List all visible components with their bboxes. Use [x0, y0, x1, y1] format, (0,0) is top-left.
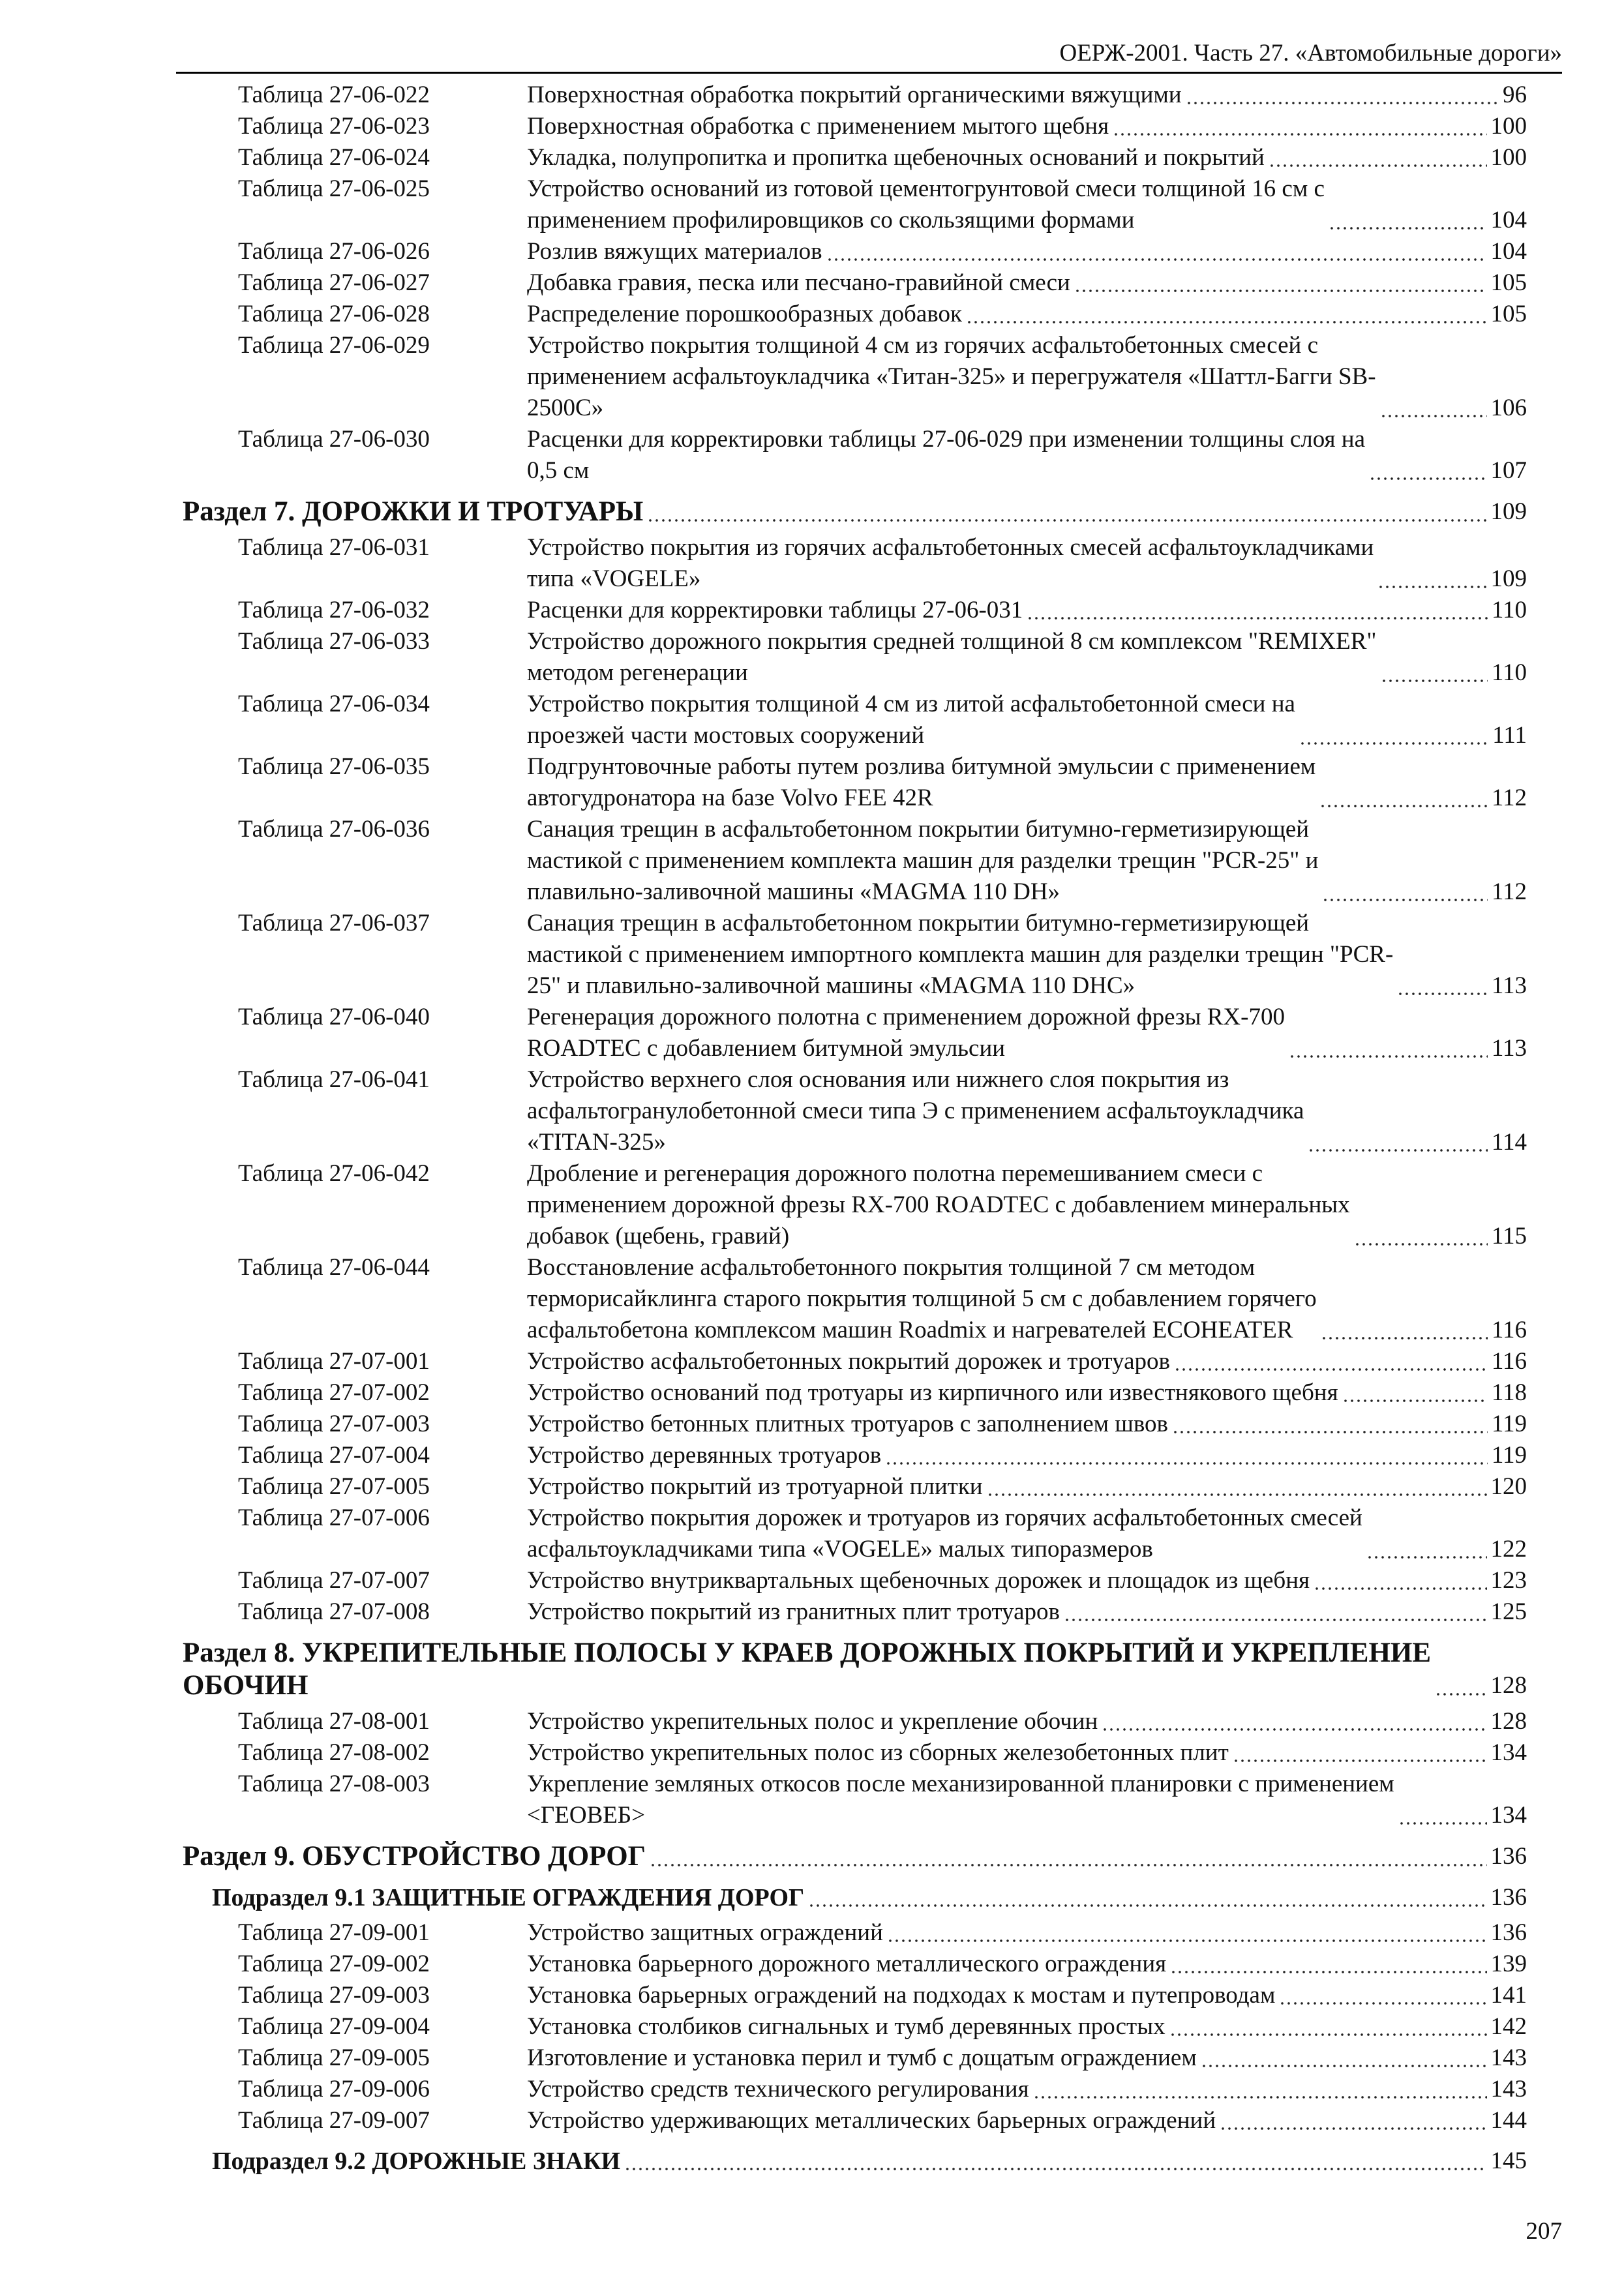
dot-leader — [647, 498, 1486, 523]
toc-page-number: 116 — [1491, 1317, 1527, 1343]
toc-page-number: 141 — [1490, 1982, 1527, 2009]
toc-line — [183, 1840, 1527, 1873]
toc-page-number: 107 — [1490, 457, 1527, 484]
toc-page-number: 125 — [1490, 1598, 1527, 1625]
toc-page-number: 105 — [1490, 301, 1527, 327]
toc-page-number: 113 — [1491, 1035, 1527, 1062]
dot-leader — [1299, 725, 1488, 746]
toc-entry-title: Розлив вяжущих материалов — [527, 238, 822, 265]
dot-leader — [1170, 1953, 1486, 1975]
toc-line — [527, 330, 1527, 424]
toc-section-heading — [0, 496, 1624, 528]
toc-page-number: 105 — [1490, 269, 1527, 296]
toc-subsection-heading — [0, 1882, 1624, 1913]
toc-entry — [0, 814, 1624, 908]
toc-entry-title: Устройство укрепительных полос и укрепление обочин — [527, 1708, 1098, 1735]
dot-leader — [1279, 1984, 1486, 2006]
toc-entry-code: Таблица 27-07-005 — [238, 1473, 430, 1500]
toc-entry-title: Устройство покрытия дорожек и тротуаров из горячих асфальтобетонных смесей асфальтоукладчиками типа «VOGELE» малых типоразмеров — [527, 1504, 1362, 1563]
toc-line — [183, 496, 1527, 528]
toc-line — [527, 1949, 1527, 1980]
dot-leader — [1033, 2078, 1487, 2100]
dot-leader — [1398, 1804, 1487, 1826]
toc-entry-title: Укрепление земляных откосов после механизированной планировки с применением <ГЕОВЕБ> — [527, 1771, 1394, 1829]
toc-entry — [0, 1917, 1624, 1949]
toc-entry-title: Устройство защитных ограждений — [527, 1919, 883, 1946]
toc-line — [527, 1440, 1527, 1471]
toc-line — [527, 751, 1527, 814]
toc-entry-code: Таблица 27-06-036 — [238, 816, 430, 843]
toc-page-number: 110 — [1491, 597, 1527, 623]
toc-line — [527, 1377, 1527, 1409]
toc-entry — [0, 2074, 1624, 2105]
toc-entry-title: Устройство бетонных плитных тротуаров с заполнением швов — [527, 1411, 1169, 1437]
toc-entry — [0, 1769, 1624, 1831]
dot-leader — [1169, 2016, 1487, 2037]
dot-leader — [987, 1476, 1487, 1497]
dot-leader — [650, 1842, 1486, 1868]
toc-line — [212, 1882, 1527, 1913]
toc-entry-title: Санация трещин в асфальтобетонном покрытии битумно-герметизирующей мастикой с применением комплекта машин для разделки трещин "PCR-25" и плавильно-заливочной машины «MAGMA 110 DH» — [527, 816, 1319, 905]
toc-entry-title: Дробление и регенерация дорожного полотна перемешиванием смеси с применением дорожной фрезы RX-700 ROADTEC с добавлением минеральных добавок (щебень, гравий) — [527, 1160, 1350, 1249]
toc-line — [527, 236, 1527, 267]
toc-entry — [0, 424, 1624, 486]
toc-line — [527, 532, 1527, 595]
toc-entry-code: Таблица 27-06-040 — [238, 1004, 430, 1030]
toc-entry-title: Устройство покрытия толщиной 4 см из горячих асфальтобетонных смесей с применением асфальтоукладчика «Титан-325» и перегружателя «Шаттл-Багги SB- 2500С» — [527, 332, 1376, 421]
toc-entry-code: Таблица 27-06-023 — [238, 113, 430, 140]
toc-entry-title: Восстановление асфальтобетонного покрытия толщиной 7 см методом терморисайклинга старого покрытия толщиной 5 см с добавлением горячего асфальтобетона комплексом машин Roadmix и нагревателей ECOHEATER — [527, 1254, 1317, 1343]
toc-entry — [0, 1409, 1624, 1440]
toc-entry-code: Таблица 27-06-042 — [238, 1160, 430, 1187]
toc-entry — [0, 267, 1624, 299]
dot-leader — [1174, 1351, 1488, 1372]
toc-entry-title: Устройство покрытий из тротуарной плитки — [527, 1473, 983, 1500]
toc-line — [527, 2074, 1527, 2105]
toc-entry-title: Подгрунтовочные работы путем розлива битумной эмульсии с применением автогудронатора на базе Volvo FEE 42R — [527, 753, 1316, 811]
dot-leader — [1113, 115, 1486, 137]
toc-entry — [0, 1980, 1624, 2011]
toc-page-number: 116 — [1491, 1348, 1527, 1375]
dot-leader — [1321, 1319, 1488, 1341]
dot-leader — [1435, 1671, 1486, 1697]
toc-entry-code: Таблица 27-06-033 — [238, 628, 430, 655]
toc-entry-code: Таблица 27-06-026 — [238, 238, 430, 265]
toc-line — [527, 595, 1527, 626]
toc-page-number: 100 — [1490, 113, 1527, 140]
toc-page-number: 134 — [1490, 1802, 1527, 1829]
toc-page-number: 118 — [1491, 1379, 1527, 1406]
toc-page-number: 96 — [1503, 82, 1527, 108]
toc-page-number: 120 — [1490, 1473, 1527, 1500]
toc-page-number: 139 — [1490, 1951, 1527, 1977]
toc-page-number: 113 — [1491, 972, 1527, 999]
toc-page-number: 136 — [1490, 1843, 1527, 1870]
toc-entry — [0, 1002, 1624, 1064]
toc-page-number: 134 — [1490, 1739, 1527, 1766]
toc-entry — [0, 2105, 1624, 2136]
toc-entry — [0, 1064, 1624, 1158]
toc-line — [212, 2146, 1527, 2177]
toc-line — [527, 1596, 1527, 1628]
toc-entry-title: Установка барьерных ограждений на подходах к мостам и путепроводам — [527, 1982, 1276, 2009]
toc-entry-code: Таблица 27-09-007 — [238, 2107, 430, 2134]
toc-line — [527, 267, 1527, 299]
dot-leader — [1381, 662, 1488, 683]
toc-page-number: 115 — [1491, 1223, 1527, 1249]
dot-leader — [1397, 975, 1488, 996]
toc-entry — [0, 1440, 1624, 1471]
toc-page-number: 122 — [1490, 1536, 1527, 1563]
toc-line — [527, 2042, 1527, 2074]
toc-entry-code: Таблица 27-06-035 — [238, 753, 430, 780]
toc-entry-title: Устройство оснований под тротуары из кирпичного или известнякового щебня — [527, 1379, 1338, 1406]
toc-entry-code: Таблица 27-06-032 — [238, 597, 430, 623]
toc-entry-code: Таблица 27-07-004 — [238, 1442, 430, 1469]
toc-entry — [0, 1252, 1624, 1346]
toc-page-number: 145 — [1490, 2147, 1527, 2174]
dot-leader — [1377, 568, 1486, 590]
toc-page-number: 112 — [1491, 785, 1527, 811]
toc-entry-title: Устройство укрепительных полос из сборных железобетонных плит — [527, 1739, 1229, 1766]
toc-page-number: 128 — [1490, 1708, 1527, 1735]
toc-entry-code: Таблица 27-09-004 — [238, 2013, 430, 2040]
toc-entry — [0, 142, 1624, 173]
toc-heading-title: Раздел 8. УКРЕПИТЕЛЬНЫЕ ПОЛОСЫ У КРАЕВ ДОРОЖНЫХ ПОКРЫТИЙ И УКРЕПЛЕНИЕ ОБОЧИН — [183, 1638, 1432, 1701]
toc-entry — [0, 111, 1624, 142]
toc-line — [527, 1917, 1527, 1949]
toc-entry-title: Устройство верхнего слоя основания или нижнего слоя покрытия из асфальтогранулобетонной смеси типа Э с применением асфальтоукладчика «TITAN-325» — [527, 1066, 1304, 1156]
dot-leader — [1329, 209, 1487, 231]
table-of-contents — [0, 80, 1624, 2181]
toc-entry-title: Санация трещин в асфальтобетонном покрытии битумно-герметизирующей мастикой с применением импортного комплекта машин для разделки трещин "PCR- 25" и плавильно-заливочной машины «MAGMA 110 DHC» — [527, 910, 1394, 999]
toc-line — [527, 1471, 1527, 1503]
toc-line — [527, 1706, 1527, 1737]
dot-leader — [1064, 1601, 1487, 1623]
toc-entry-title: Устройство дорожного покрытия средней толщиной 8 см комплексом "REMIXER" методом регенерации — [527, 628, 1377, 686]
toc-entry — [0, 751, 1624, 814]
toc-entry-title: Устройство покрытия из горячих асфальтобетонных смесей асфальтоукладчиками типа «VOGELE» — [527, 534, 1374, 592]
toc-line — [527, 908, 1527, 1002]
toc-entry-title: Устройство деревянных тротуаров — [527, 1442, 882, 1469]
dot-leader — [1322, 881, 1487, 903]
toc-page-number: 112 — [1491, 878, 1527, 905]
toc-entry-code: Таблица 27-06-044 — [238, 1254, 430, 1281]
dot-leader — [1233, 1742, 1487, 1763]
toc-entry-title: Расценки для корректировки таблицы 27-06-029 при изменении толщины слоя на 0,5 см — [527, 426, 1366, 484]
toc-entry — [0, 1471, 1624, 1503]
toc-entry-title: Укладка, полупропитка и пропитка щебеночных оснований и покрытий — [527, 144, 1265, 171]
toc-line — [527, 1252, 1527, 1346]
toc-line — [527, 1769, 1527, 1831]
toc-entry — [0, 299, 1624, 330]
toc-page-number: 104 — [1490, 238, 1527, 265]
toc-entry-code: Таблица 27-07-006 — [238, 1504, 430, 1531]
toc-entry-code: Таблица 27-06-028 — [238, 301, 430, 327]
toc-page-number: 143 — [1490, 2076, 1527, 2102]
toc-page-number: 144 — [1490, 2107, 1527, 2134]
toc-entry — [0, 1503, 1624, 1565]
dot-leader — [1366, 1538, 1487, 1560]
toc-section-heading — [0, 1840, 1624, 1873]
toc-entry — [0, 1158, 1624, 1252]
toc-entry — [0, 1377, 1624, 1409]
dot-leader — [966, 303, 1487, 325]
toc-page-number: 128 — [1490, 1672, 1527, 1699]
toc-entry-code: Таблица 27-06-037 — [238, 910, 430, 936]
toc-section-heading — [0, 1637, 1624, 1702]
toc-entry — [0, 2011, 1624, 2042]
toc-entry — [0, 2042, 1624, 2074]
toc-entry-code: Таблица 27-07-003 — [238, 1411, 430, 1437]
toc-line — [527, 1980, 1527, 2011]
toc-page-number: 136 — [1490, 1919, 1527, 1946]
toc-entry — [0, 532, 1624, 595]
dot-leader — [885, 1444, 1488, 1466]
toc-entry-title: Устройство покрытий из гранитных плит тротуаров — [527, 1598, 1060, 1625]
toc-entry — [0, 1565, 1624, 1596]
toc-entry-code: Таблица 27-07-002 — [238, 1379, 430, 1406]
toc-line — [527, 1409, 1527, 1440]
dot-leader — [1102, 1711, 1486, 1732]
toc-entry — [0, 1949, 1624, 1980]
toc-entry-code: Таблица 27-06-031 — [238, 534, 430, 561]
toc-entry-code: Таблица 27-09-005 — [238, 2044, 430, 2071]
toc-entry-code: Таблица 27-08-002 — [238, 1739, 430, 1766]
page-number: 207 — [1526, 2218, 1562, 2245]
toc-entry — [0, 1706, 1624, 1737]
toc-entry-code: Таблица 27-09-003 — [238, 1982, 430, 2009]
toc-line — [527, 299, 1527, 330]
toc-entry — [0, 626, 1624, 689]
toc-entry-code: Таблица 27-06-022 — [238, 82, 430, 108]
dot-leader — [1269, 147, 1487, 168]
toc-page-number: 109 — [1490, 565, 1527, 592]
toc-line — [527, 80, 1527, 111]
toc-line — [527, 814, 1527, 908]
toc-page-number: 119 — [1491, 1411, 1527, 1437]
toc-line — [527, 111, 1527, 142]
toc-page-number: 114 — [1491, 1129, 1527, 1156]
toc-page-number: 110 — [1491, 659, 1527, 686]
toc-entry — [0, 908, 1624, 1002]
dot-leader — [1314, 1570, 1486, 1591]
header-divider — [176, 72, 1562, 74]
toc-heading-title: Раздел 9. ОБУСТРОЙСТВО ДОРОГ — [183, 1841, 646, 1872]
toc-line — [527, 1503, 1527, 1565]
toc-entry-code: Таблица 27-07-008 — [238, 1598, 430, 1625]
toc-subsection-heading — [0, 2146, 1624, 2177]
toc-heading-title: Подраздел 9.2 ДОРОЖНЫЕ ЗНАКИ — [212, 2147, 621, 2175]
toc-entry — [0, 1346, 1624, 1377]
toc-line — [527, 1565, 1527, 1596]
toc-entry-title: Регенерация дорожного полотна с применением дорожной фрезы RX-700 ROADTEC с добавлением битумной эмульсии — [527, 1004, 1285, 1062]
toc-heading-title: Раздел 7. ДОРОЖКИ И ТРОТУАРЫ — [183, 496, 644, 527]
dot-leader — [1342, 1382, 1488, 1403]
toc-entry-title: Установка столбиков сигнальных и тумб деревянных простых — [527, 2013, 1165, 2040]
toc-entry — [0, 330, 1624, 424]
toc-line — [527, 1346, 1527, 1377]
toc-entry-title: Поверхностная обработка с применением мытого щебня — [527, 113, 1109, 140]
toc-line — [527, 1064, 1527, 1158]
toc-entry-title: Распределение порошкообразных добавок — [527, 301, 962, 327]
dot-leader — [1319, 787, 1488, 809]
dot-leader — [1289, 1038, 1488, 1059]
toc-entry-code: Таблица 27-06-029 — [238, 332, 430, 359]
toc-page-number: 109 — [1490, 498, 1527, 525]
dot-leader — [624, 2149, 1486, 2172]
toc-page-number: 136 — [1490, 1884, 1527, 1911]
toc-line — [183, 1637, 1527, 1702]
toc-entry — [0, 595, 1624, 626]
toc-page-number: 100 — [1490, 144, 1527, 171]
dot-leader — [1369, 460, 1486, 481]
toc-entry-title: Устройство удерживающих металлических барьерных ограждений — [527, 2107, 1216, 2134]
toc-entry-title: Устройство внутриквартальных щебеночных дорожек и площадок из щебня — [527, 1567, 1310, 1594]
toc-entry — [0, 236, 1624, 267]
toc-entry-code: Таблица 27-06-025 — [238, 175, 430, 202]
toc-entry-code: Таблица 27-07-007 — [238, 1567, 430, 1594]
running-header-title: ОЕРЖ-2001. Часть 27. «Автомобильные дороги» — [1059, 40, 1562, 67]
toc-entry-code: Таблица 27-06-024 — [238, 144, 430, 171]
toc-entry — [0, 1737, 1624, 1769]
toc-page-number: 119 — [1491, 1442, 1527, 1469]
toc-entry — [0, 173, 1624, 236]
toc-entry — [0, 1596, 1624, 1628]
toc-page-number: 106 — [1490, 395, 1527, 421]
toc-entry-code: Таблица 27-06-034 — [238, 691, 430, 717]
toc-entry — [0, 689, 1624, 751]
toc-entry-title: Устройство средств технического регулирования — [527, 2076, 1029, 2102]
toc-page-number: 143 — [1490, 2044, 1527, 2071]
dot-leader — [826, 241, 1487, 262]
dot-leader — [1380, 397, 1487, 419]
toc-entry-code: Таблица 27-07-001 — [238, 1348, 430, 1375]
toc-entry-title: Устройство покрытия толщиной 4 см из литой асфальтобетонной смеси на проезжей части мостовых сооружений — [527, 691, 1295, 749]
dot-leader — [887, 1922, 1487, 1943]
toc-line — [527, 173, 1527, 236]
toc-entry-title: Установка барьерного дорожного металлического ограждения — [527, 1951, 1167, 1977]
toc-entry-code: Таблица 27-06-027 — [238, 269, 430, 296]
dot-leader — [1186, 84, 1499, 106]
toc-entry-title: Устройство оснований из готовой цементогрунтовой смеси толщиной 16 см с применением профилировщиков со скользящими формами — [527, 175, 1325, 233]
dot-leader — [1172, 1413, 1488, 1435]
toc-entry-code: Таблица 27-09-001 — [238, 1919, 430, 1946]
toc-entry-title: Поверхностная обработка покрытий органическими вяжущими — [527, 82, 1182, 108]
toc-entry-title: Добавка гравия, песка или песчано-гравийной смеси — [527, 269, 1070, 296]
toc-entry-code: Таблица 27-06-041 — [238, 1066, 430, 1093]
toc-heading-title: Подраздел 9.1 ЗАЩИТНЫЕ ОГРАЖДЕНИЯ ДОРОГ — [212, 1884, 805, 1911]
toc-entry — [0, 80, 1624, 111]
dot-leader — [1027, 599, 1488, 621]
toc-line — [527, 424, 1527, 486]
toc-entry-code: Таблица 27-09-006 — [238, 2076, 430, 2102]
toc-line — [527, 1002, 1527, 1064]
toc-line — [527, 1158, 1527, 1252]
dot-leader — [1074, 272, 1487, 293]
dot-leader — [1354, 1225, 1488, 1247]
toc-entry-title: Расценки для корректировки таблицы 27-06-031 — [527, 597, 1023, 623]
toc-line — [527, 2105, 1527, 2136]
toc-entry-code: Таблица 27-06-030 — [238, 426, 430, 453]
dot-leader — [1220, 2110, 1486, 2131]
toc-line — [527, 2011, 1527, 2042]
toc-line — [527, 689, 1527, 751]
toc-page-number: 104 — [1490, 207, 1527, 233]
dot-leader — [1201, 2047, 1487, 2069]
toc-line — [527, 142, 1527, 173]
toc-entry-title: Устройство асфальтобетонных покрытий дорожек и тротуаров — [527, 1348, 1170, 1375]
toc-line — [527, 626, 1527, 689]
toc-page-number: 123 — [1490, 1567, 1527, 1594]
dot-leader — [808, 1886, 1486, 1908]
toc-line — [527, 1737, 1527, 1769]
dot-leader — [1308, 1131, 1487, 1153]
toc-entry-code: Таблица 27-08-003 — [238, 1771, 430, 1797]
toc-page-number: 111 — [1492, 722, 1527, 749]
toc-page-number: 142 — [1490, 2013, 1527, 2040]
toc-entry-title: Изготовление и установка перил и тумб с дощатым ограждением — [527, 2044, 1197, 2071]
toc-entry-code: Таблица 27-08-001 — [238, 1708, 430, 1735]
toc-entry-code: Таблица 27-09-002 — [238, 1951, 430, 1977]
